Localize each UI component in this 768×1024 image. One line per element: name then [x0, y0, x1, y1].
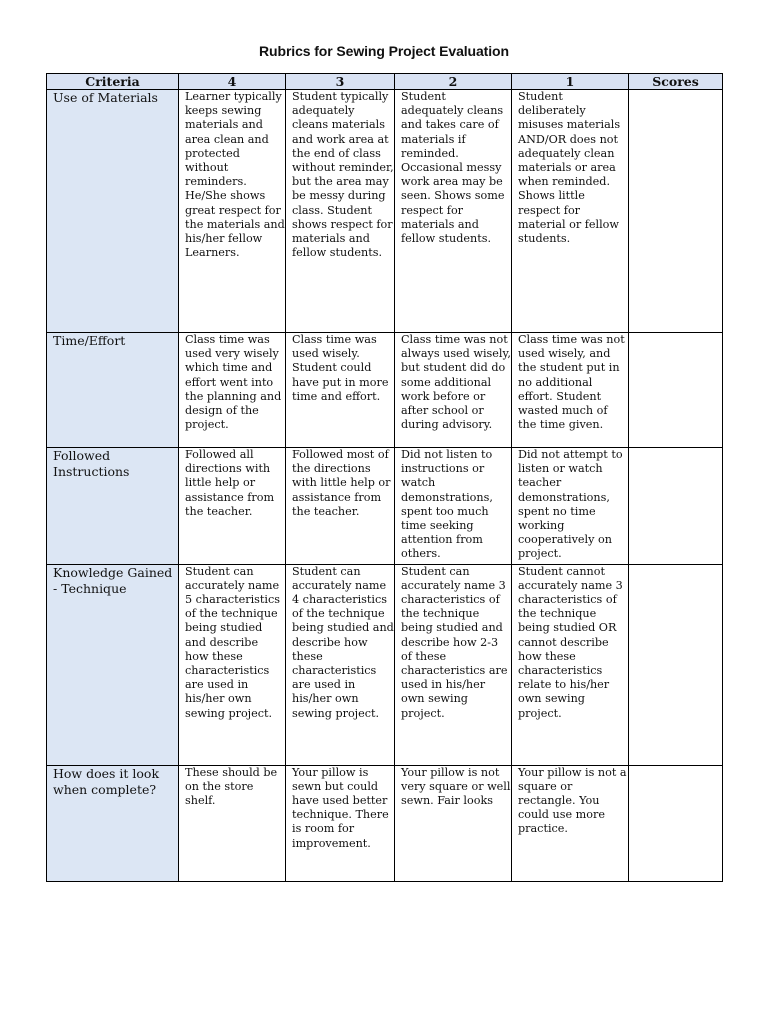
level-2-cell: Student can accurately name 3 characteristics of the technique being studied and describe how 2-3 of these characteristics are used in his/her own sewing project. — [395, 564, 512, 765]
header-level-2: 2 — [395, 74, 512, 90]
level-4-cell: Class time was used very wisely which time and effort went into the planning and design of the project. — [179, 333, 286, 448]
level-2-cell: Did not listen to instructions or watch demonstrations, spent too much time seeking attention from others. — [395, 448, 512, 565]
level-1-cell: Student cannot accurately name 3 characteristics of the technique being studied OR cannot describe how these characteristics relate to his/her own sewing project. — [512, 564, 629, 765]
criteria-cell: Time/Effort — [47, 333, 179, 448]
criteria-cell: Knowledge Gained - Technique — [47, 564, 179, 765]
level-4-cell: Learner typically keeps sewing materials and area clean and protected without reminders. He/She shows great respect for the materials and his/her fellow Learners. — [179, 90, 286, 333]
level-2-cell: Your pillow is not very square or well sewn. Fair looks — [395, 765, 512, 881]
level-2-cell: Student adequately cleans and takes care of materials if reminded. Occasional messy work area may be seen. Shows some respect for materials and fellow students. — [395, 90, 512, 333]
table-row — [47, 90, 723, 333]
level-3-cell: Followed most of the directions with little help or assistance from the teacher. — [286, 448, 395, 565]
score-cell[interactable] — [629, 564, 723, 765]
level-1-cell: Your pillow is not a square or rectangle. You could use more practice. — [512, 765, 629, 881]
criteria-cell: How does it look when complete? — [47, 765, 179, 881]
rubric-table — [46, 73, 723, 882]
score-cell[interactable] — [629, 333, 723, 448]
table-row — [47, 448, 723, 565]
header-row — [47, 74, 723, 90]
level-4-cell: Student can accurately name 5 characteristics of the technique being studied and describe how these characteristics are used in his/her own sewing project. — [179, 564, 286, 765]
document-title: Rubrics for Sewing Project Evaluation — [259, 43, 509, 59]
level-3-cell: Student typically adequately cleans materials and work area at the end of class without reminder, but the area may be messy during class. Student shows respect for materials and fellow students. — [286, 90, 395, 333]
header-criteria: Criteria — [47, 74, 179, 90]
header-level-4: 4 — [179, 74, 286, 90]
level-1-cell: Did not attempt to listen or watch teacher demonstrations, spent no time working cooperatively on project. — [512, 448, 629, 565]
header-scores: Scores — [629, 74, 723, 90]
table-row — [47, 765, 723, 881]
level-3-cell: Your pillow is sewn but could have used better technique. There is room for improvement. — [286, 765, 395, 881]
level-3-cell: Class time was used wisely. Student could have put in more time and effort. — [286, 333, 395, 448]
level-1-cell: Class time was not used wisely, and the student put in no additional effort. Student wasted much of the time given. — [512, 333, 629, 448]
level-4-cell: These should be on the store shelf. — [179, 765, 286, 881]
level-2-cell: Class time was not always used wisely, but student did do some additional work before or after school or during advisory. — [395, 333, 512, 448]
level-3-cell: Student can accurately name 4 characteristics of the technique being studied and describe how these characteristics are used in his/her own sewing project. — [286, 564, 395, 765]
table-row — [47, 564, 723, 765]
table-row — [47, 333, 723, 448]
level-1-cell: Student deliberately misuses materials AND/OR does not adequately clean materials or area when reminded. Shows little respect for material or fellow students. — [512, 90, 629, 333]
score-cell[interactable] — [629, 765, 723, 881]
header-level-1: 1 — [512, 74, 629, 90]
score-cell[interactable] — [629, 448, 723, 565]
level-4-cell: Followed all directions with little help or assistance from the teacher. — [179, 448, 286, 565]
criteria-cell: Followed Instructions — [47, 448, 179, 565]
header-level-3: 3 — [286, 74, 395, 90]
score-cell[interactable] — [629, 90, 723, 333]
criteria-cell: Use of Materials — [47, 90, 179, 333]
